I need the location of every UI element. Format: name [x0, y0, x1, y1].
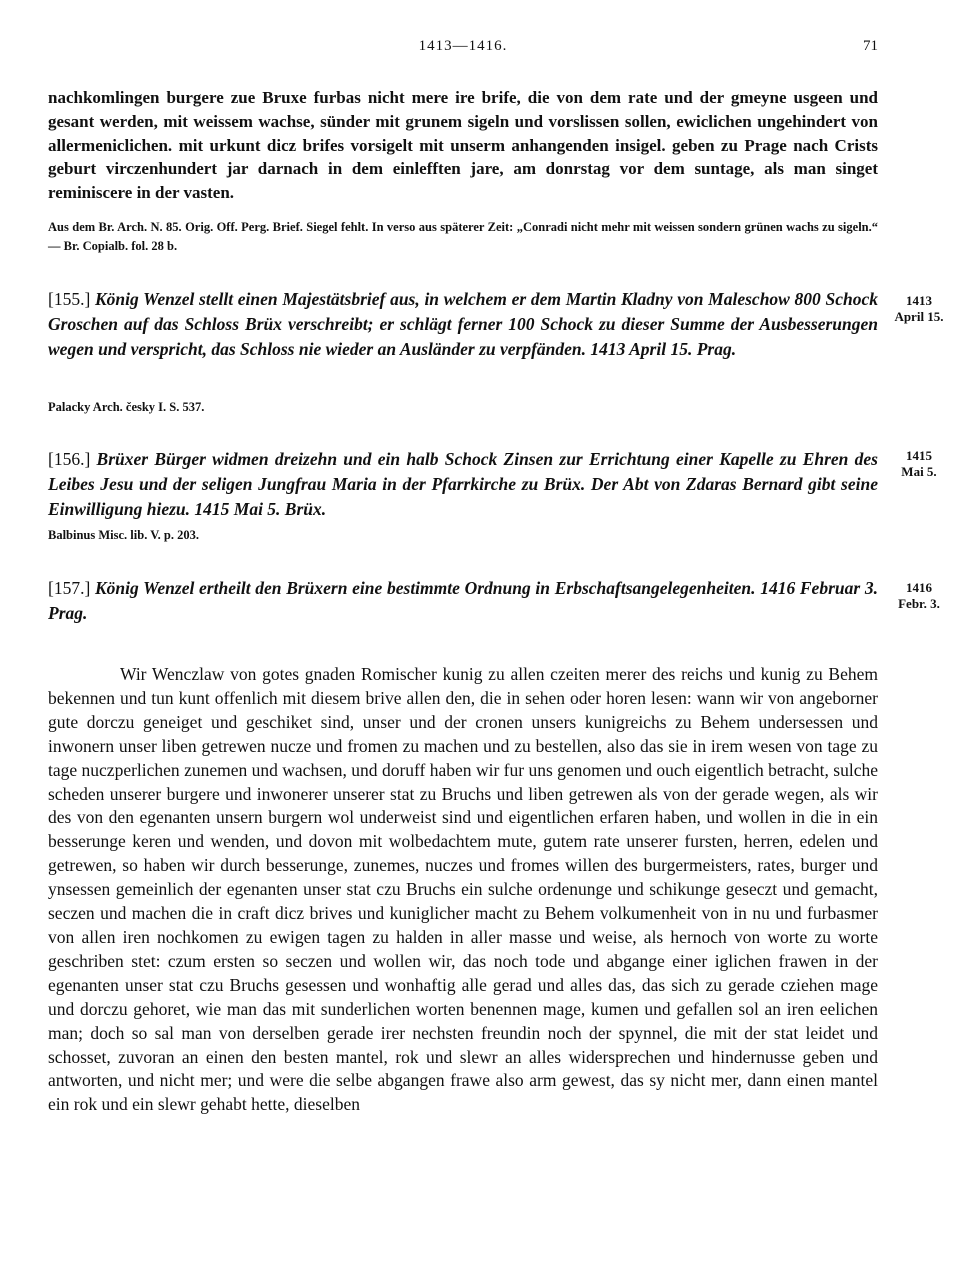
regest-157 [48, 576, 878, 626]
charter-text [48, 663, 878, 1117]
source-note-154: Aus dem Br. Arch. N. 85. Orig. Off. Perg. Brief. Siegel fehlt. In verso aus späterer Zeit: „Conradi nicht mehr mit weissen sondern grünen wachs zu sigeln.“ — Br. Copialb. fol. 28 b. [48, 220, 878, 253]
margin-date-156 [884, 448, 954, 480]
margin-year: 1416 [906, 580, 932, 595]
source-note-155: Palacky Arch. česky I. S. 537. [48, 400, 205, 414]
margin-date-157 [884, 580, 954, 612]
regest-155 [48, 287, 878, 362]
margin-date-155 [884, 293, 954, 325]
entry-number: [155.] [48, 289, 91, 309]
margin-day: Mai 5. [901, 464, 937, 479]
margin-day: Febr. 3. [898, 596, 940, 611]
page-number: 71 [863, 38, 878, 54]
regest-text: König Wenzel ertheilt den Brüxern eine bestimmte Ordnung in Erbschaftsangelegenheiten. 1416 Februar 3. Prag. [48, 578, 879, 623]
margin-day: April 15. [894, 309, 944, 324]
entry-number: [157.] [48, 578, 91, 598]
running-head [48, 38, 878, 60]
margin-year: 1413 [906, 293, 932, 308]
regest-text: König Wenzel stellt einen Majestätsbrief aus, in welchem er dem Martin Kladny von Maleschow 800 Schock Groschen auf das Schloss Brüx verschreibt; er schlägt ferner 100 Schock zu dieser Summe der Ausbesserungen wegen und verspricht, das Schloss nie wieder an Ausländer zu verpfänden. 1413 April 15. Prag. [48, 289, 878, 359]
regest-156 [48, 447, 878, 522]
source-note-156: Balbinus Misc. lib. V. p. 203. [48, 528, 199, 542]
margin-year: 1415 [906, 448, 932, 463]
charter-paragraph: Wir Wenczlaw von gotes gnaden Romischer kunig zu allen czeiten merer des reichs und kunig zu Behem bekennen und tun kunt offenlich mit diesem brive allen den, die in sehen oder horen lesen: wann wir von angeborner gute dorczu geneiget und geschiket sind, unser und der cronen unsers kunigreichs zu Behem undersessen und inwonern unser liben getrewen nucze und fromen zu machen und zu bestellen, also das sie in irem wesen von tage zu tage nuczperlichen zunemen und wachsen, und doruff haben wir fur uns genomen und ouch eigentlich betracht, sulche scheden unserer burgere und inwonerer unserer stat zu Bruchs und liben getrewen als von der gerade wegen, als wir des von den egenanten unsern burgern wol underweist sind und eigentlichen erfaren haben, und wollen in die in ein besserunge keren und wenden, und dovon mit wolbedachtem mute, gutem rate unserer fursten, herren, edelen und getrewen, so haben wir durch besserunge, zunemes, nuczes und fromes willen des burgermeisters, rates, burger und ynsessen gemeinlich der egenanten unser stat czu Bruchs ein sulche ordenunge und schikunge geseczt und gemacht, seczen und machen die in craft dicz brives und kuniglicher macht zu Behem volkumenheit von in nu und furbasmer von allen iren nochkomen zu ewigen tagen zu halden in aller masse und weise, als hernoch von worte zu worte geschriben stet: czum ersten so seczen und wollen wir, das noch tode und abgange einer iglichen frawen in der egenanten unser stat czu Bruchs gesessen und wonhaftig alle gerad und alles das, das sich zu gerade cziehen mage und dorczu gehoret, wie man das mit sunderlichen worten benennen mage, kumen und gefallen sol an iren eelichen man; doch so sal man von derselben gerade irer nechsten freundin noch der spynnel, die mit der stat leidet und schosset, zuvoran an einen den besten mantel, rok und slewr an alles widersprechen und hindernusse geben und antworten, und nicht mer; und were die selbe abgangen frawe also arm gewest, das sy nicht mer, dann einen mantel ein rok und ein slewr gehabt hette, dieselben [48, 664, 878, 1115]
year-range: 1413—1416. [418, 38, 508, 54]
entry-number: [156.] [48, 449, 91, 469]
opening-paragraph: nachkomlingen burgere zue Bruxe furbas nicht mere ire brife, die von dem rate und der gmeyne usgeen und gesant werden, mit weissem wachse, sünder mit grunem sigeln und vorslissen sollen, ewiclichen ungehindert von allermeniclichen. mit urkunt dicz brifes vorsigelt mit unserm anhangenden insigel. geben zu Prage nach Crists geburt virczenhundert jar darnach in dem einlefften jare, am donrstag vor dem suntage, als man singet reminiscere in der vasten. [48, 88, 878, 203]
regest-text: Brüxer Bürger widmen dreizehn und ein halb Schock Zinsen zur Errichtung einer Kapelle zu Ehren des Leibes Jesu und der seligen Jungfrau Maria in der Pfarrkirche zu Brüx. Der Abt von Zdaras Bernard gibt seine Einwilligung hiezu. 1415 Mai 5. Brüx. [48, 449, 878, 519]
